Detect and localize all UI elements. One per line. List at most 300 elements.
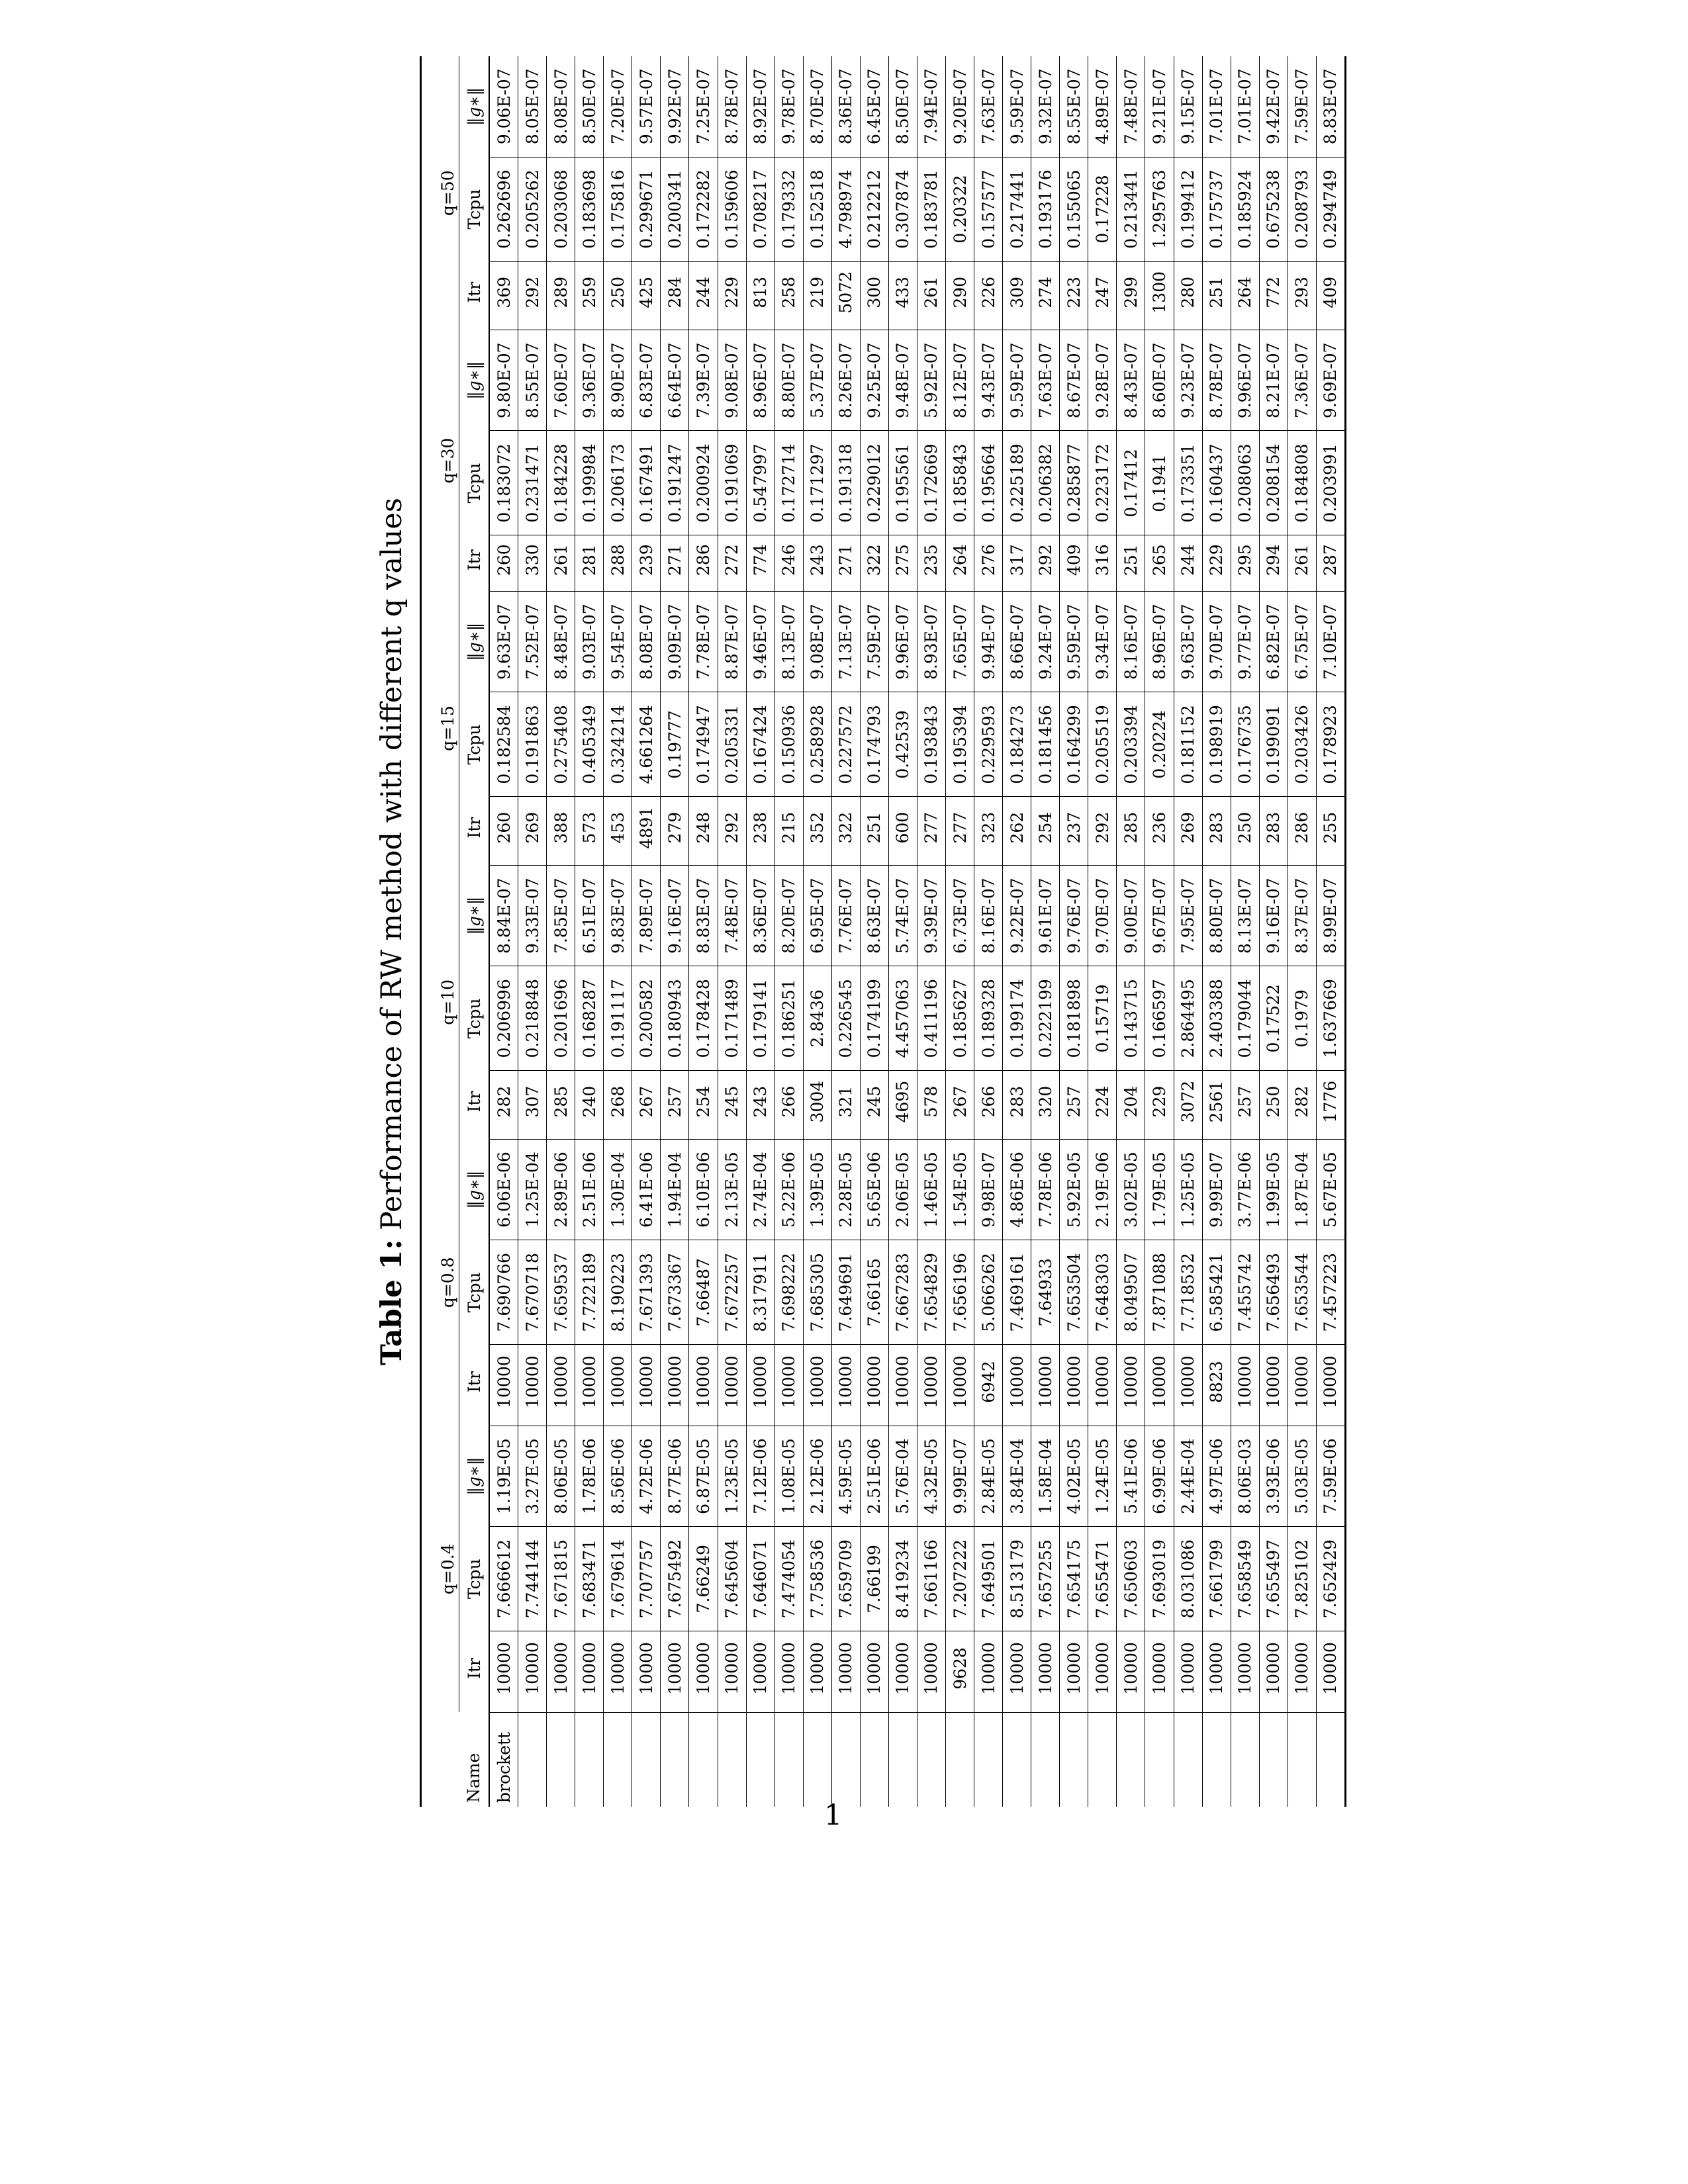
- table-cell: 5.65E-06: [860, 1139, 888, 1240]
- table-cell: 0.150936: [774, 692, 803, 797]
- table-cell: 267: [632, 1071, 661, 1139]
- table-cell: 285: [1117, 797, 1145, 865]
- table-cell: 9.16E-07: [661, 865, 689, 966]
- table-cell: 1.08E-05: [774, 1426, 803, 1526]
- table-cell: 2.12E-06: [803, 1426, 831, 1526]
- table-cell: 8.37E-07: [1288, 865, 1316, 966]
- table-cell: 8.92E-07: [746, 56, 774, 157]
- table-cell: 8.48E-07: [547, 591, 575, 692]
- table-cell: 4.661264: [632, 692, 661, 797]
- table-cell: 0.171297: [803, 431, 831, 535]
- table-cell: 8.80E-07: [774, 330, 803, 431]
- row-name: [1202, 1712, 1231, 1807]
- sub-header: ‖g∗‖: [459, 1139, 490, 1240]
- table-cell: 0.184808: [1288, 431, 1316, 535]
- row-name: [547, 1712, 575, 1807]
- table-cell: 0.1941: [1145, 431, 1174, 535]
- table-cell: 1.30E-04: [604, 1139, 632, 1240]
- table-cell: 9.48E-07: [888, 330, 917, 431]
- table-cell: 7.39E-07: [689, 330, 718, 431]
- table-cell: 0.174793: [860, 692, 888, 797]
- table-cell: 10000: [746, 1345, 774, 1426]
- table-cell: 7.707757: [632, 1527, 661, 1631]
- sub-header: Itr: [459, 1345, 490, 1426]
- table-cell: 0.191069: [718, 431, 746, 535]
- table-cell: 1.19E-05: [489, 1426, 518, 1526]
- table-cell: 7.690766: [489, 1240, 518, 1345]
- table-cell: 0.15719: [1088, 966, 1117, 1071]
- table-cell: 7.683471: [575, 1527, 604, 1631]
- sub-header: Tcpu: [459, 1527, 490, 1631]
- table-cell: 4.86E-06: [1003, 1139, 1031, 1240]
- table-row: [489, 56, 518, 1807]
- table-cell: 0.193843: [917, 692, 945, 797]
- table-cell: 10000: [888, 1345, 917, 1426]
- table-cell: 8.36E-07: [831, 56, 860, 157]
- table-cell: 10000: [604, 1345, 632, 1426]
- table-row: [604, 56, 632, 1807]
- row-name: [746, 1712, 774, 1807]
- table-cell: 7.758536: [803, 1527, 831, 1631]
- table-cell: 0.199174: [1003, 966, 1031, 1071]
- table-cell: 0.203394: [1117, 692, 1145, 797]
- sub-header: Tcpu: [459, 692, 490, 797]
- table-cell: 9.77E-07: [1231, 591, 1259, 692]
- table-cell: 215: [774, 797, 803, 865]
- table-cell: 0.186251: [774, 966, 803, 1071]
- table-cell: 289: [547, 261, 575, 330]
- table-cell: 0.195561: [888, 431, 917, 535]
- sub-header: Tcpu: [459, 157, 490, 261]
- table-cell: 6.99E-06: [1145, 1426, 1174, 1526]
- table-cell: 9.54E-07: [604, 591, 632, 692]
- table-cell: 320: [1031, 1071, 1060, 1139]
- table-row: [1288, 56, 1316, 1807]
- page-number: 1: [824, 1799, 843, 1832]
- table-cell: 772: [1259, 261, 1288, 330]
- table-cell: 7.89E-07: [632, 865, 661, 966]
- row-name: [1259, 1712, 1288, 1807]
- table-cell: 243: [746, 1071, 774, 1139]
- table-cell: 271: [661, 535, 689, 591]
- table-cell: 3.84E-04: [1003, 1426, 1031, 1526]
- table-cell: 409: [1060, 535, 1088, 591]
- table-cell: 0.199091: [1259, 692, 1288, 797]
- table-cell: 261: [917, 261, 945, 330]
- table-cell: 257: [1231, 1071, 1259, 1139]
- table-cell: 1.87E-04: [1288, 1139, 1316, 1240]
- table-cell: 4695: [888, 1071, 917, 1139]
- table-cell: 9.46E-07: [746, 591, 774, 692]
- table-cell: 246: [774, 535, 803, 591]
- table-cell: 10000: [946, 1345, 974, 1426]
- table-cell: 7.63E-07: [974, 56, 1003, 157]
- table-cell: 7.13E-07: [831, 591, 860, 692]
- table-row: [1202, 56, 1231, 1807]
- table-cell: 0.411196: [917, 966, 945, 1071]
- table-cell: 0.180943: [661, 966, 689, 1071]
- table-cell: 1.39E-05: [803, 1139, 831, 1240]
- table-cell: 10000: [1117, 1345, 1145, 1426]
- sub-header: Itr: [459, 1631, 490, 1712]
- table-cell: 8.56E-06: [604, 1426, 632, 1526]
- table-cell: 7.48E-07: [1117, 56, 1145, 157]
- table-cell: 269: [518, 797, 547, 865]
- table-cell: 250: [1231, 797, 1259, 865]
- sub-header: Itr: [459, 261, 490, 330]
- table-caption: [365, 56, 418, 1807]
- table-row: [831, 56, 860, 1807]
- table-cell: 0.205262: [518, 157, 547, 261]
- table-cell: 6.75E-07: [1288, 591, 1316, 692]
- table-cell: 10000: [860, 1631, 888, 1712]
- table-cell: 7.654829: [917, 1240, 945, 1345]
- table-cell: 10000: [661, 1631, 689, 1712]
- table-cell: 5072: [831, 261, 860, 330]
- table-cell: 7.645604: [718, 1527, 746, 1631]
- table-cell: 0.191863: [518, 692, 547, 797]
- table-cell: 0.218848: [518, 966, 547, 1071]
- sub-header: Tcpu: [459, 966, 490, 1071]
- table-cell: 0.222199: [1031, 966, 1060, 1071]
- row-name: [1174, 1712, 1202, 1807]
- table-cell: 6.95E-07: [803, 865, 831, 966]
- row-name: [1288, 1712, 1316, 1807]
- table-cell: 0.231471: [518, 431, 547, 535]
- row-name: [1060, 1712, 1088, 1807]
- table-cell: 0.324214: [604, 692, 632, 797]
- table-cell: 7.648303: [1088, 1240, 1117, 1345]
- table-cell: 9.96E-07: [888, 591, 917, 692]
- table-cell: 8.36E-07: [746, 865, 774, 966]
- row-name: brockett: [489, 1712, 518, 1807]
- table-cell: 10000: [1316, 1345, 1345, 1426]
- table-cell: 0.17522: [1259, 966, 1288, 1071]
- table-cell: 10000: [888, 1631, 917, 1712]
- table-cell: 8.190223: [604, 1240, 632, 1345]
- table-cell: 7.01E-07: [1231, 56, 1259, 157]
- table-cell: 9.67E-07: [1145, 865, 1174, 966]
- table-row: [1031, 56, 1060, 1807]
- table-cell: 10000: [774, 1631, 803, 1712]
- table-cell: 0.299671: [632, 157, 661, 261]
- table-row: [1145, 56, 1174, 1807]
- table-cell: 0.198919: [1202, 692, 1231, 797]
- table-cell: 0.174947: [689, 692, 718, 797]
- table-cell: 10000: [489, 1345, 518, 1426]
- header-sub-row: [459, 56, 490, 1807]
- table-cell: 9.21E-07: [1145, 56, 1174, 157]
- table-cell: 0.405349: [575, 692, 604, 797]
- table-cell: 7.63E-07: [1031, 330, 1060, 431]
- table-cell: 286: [1288, 797, 1316, 865]
- table-cell: 9.23E-07: [1174, 330, 1202, 431]
- table-cell: 7.474054: [774, 1527, 803, 1631]
- table-cell: 9.06E-07: [489, 56, 518, 157]
- table-cell: 5.066262: [974, 1240, 1003, 1345]
- table-row: [1174, 56, 1202, 1807]
- table-cell: 283: [1259, 797, 1288, 865]
- table-cell: 0.181456: [1031, 692, 1060, 797]
- table-cell: 7.658549: [1231, 1527, 1259, 1631]
- table-cell: 260: [489, 535, 518, 591]
- row-name: [946, 1712, 974, 1807]
- row-name: [831, 1712, 860, 1807]
- table-cell: 8.13E-07: [1231, 865, 1259, 966]
- table-cell: 10000: [774, 1345, 803, 1426]
- table-cell: 0.173351: [1174, 431, 1202, 535]
- row-name: [632, 1712, 661, 1807]
- table-cell: 10000: [604, 1631, 632, 1712]
- table-cell: 8.16E-07: [1117, 591, 1145, 692]
- rotated-table-block: [365, 56, 1352, 1807]
- table-cell: 0.152518: [803, 157, 831, 261]
- table-cell: 7.698222: [774, 1240, 803, 1345]
- table-cell: 10000: [831, 1631, 860, 1712]
- table-cell: 9628: [946, 1631, 974, 1712]
- table-cell: 0.262696: [489, 157, 518, 261]
- table-cell: 0.225189: [1003, 431, 1031, 535]
- table-cell: 0.42539: [888, 692, 917, 797]
- name-header: Name: [421, 1712, 490, 1807]
- table-row: [974, 56, 1003, 1807]
- table-cell: 321: [831, 1071, 860, 1139]
- table-cell: 8.78E-07: [1202, 330, 1231, 431]
- table-cell: 600: [888, 797, 917, 865]
- table-cell: 0.184273: [1003, 692, 1031, 797]
- table-cell: 272: [718, 535, 746, 591]
- table-cell: 10000: [518, 1345, 547, 1426]
- table-cell: 7.655497: [1259, 1527, 1288, 1631]
- table-cell: 7.78E-07: [689, 591, 718, 692]
- table-cell: 7.76E-07: [831, 865, 860, 966]
- table-cell: 4.02E-05: [1060, 1426, 1088, 1526]
- table-cell: 0.183781: [917, 157, 945, 261]
- table-cell: 262: [1003, 797, 1031, 865]
- table-cell: 264: [1231, 261, 1259, 330]
- table-cell: 9.43E-07: [974, 330, 1003, 431]
- table-cell: 0.226545: [831, 966, 860, 1071]
- row-name: [888, 1712, 917, 1807]
- table-cell: 9.63E-07: [1174, 591, 1202, 692]
- table-cell: 240: [575, 1071, 604, 1139]
- table-row: [689, 56, 718, 1807]
- table-cell: 3072: [1174, 1071, 1202, 1139]
- table-cell: 266: [774, 1071, 803, 1139]
- table-cell: 8.80E-07: [1202, 865, 1231, 966]
- table-cell: 286: [689, 535, 718, 591]
- table-cell: 0.185924: [1231, 157, 1259, 261]
- table-cell: 8.93E-07: [917, 591, 945, 692]
- row-name: [1316, 1712, 1345, 1807]
- table-cell: 0.199412: [1174, 157, 1202, 261]
- table-cell: 9.99E-07: [946, 1426, 974, 1526]
- table-cell: 0.178923: [1316, 692, 1345, 797]
- row-name: [718, 1712, 746, 1807]
- table-cell: 9.08E-07: [803, 591, 831, 692]
- table-cell: 309: [1003, 261, 1031, 330]
- table-cell: 4.32E-05: [917, 1426, 945, 1526]
- table-cell: 0.285877: [1060, 431, 1088, 535]
- table-cell: 8.50E-07: [575, 56, 604, 157]
- table-cell: 8.96E-07: [746, 330, 774, 431]
- table-cell: 425: [632, 261, 661, 330]
- table-cell: 5.92E-05: [1060, 1139, 1088, 1240]
- table-cell: 0.19777: [661, 692, 689, 797]
- table-row: [1003, 56, 1031, 1807]
- table-cell: 0.195394: [946, 692, 974, 797]
- table-cell: 8.049507: [1117, 1240, 1145, 1345]
- table-cell: 260: [489, 797, 518, 865]
- table-cell: 261: [1288, 535, 1316, 591]
- table-cell: 2561: [1202, 1071, 1231, 1139]
- table-cell: 0.208063: [1231, 431, 1259, 535]
- sub-header: ‖g∗‖: [459, 330, 490, 431]
- table-cell: 5.22E-06: [774, 1139, 803, 1240]
- table-cell: 229: [718, 261, 746, 330]
- table-cell: 10000: [1117, 1631, 1145, 1712]
- table-cell: 0.208154: [1259, 431, 1288, 535]
- table-cell: 9.22E-07: [1003, 865, 1031, 966]
- sub-header: Itr: [459, 797, 490, 865]
- results-table-wrapper: [420, 56, 1353, 1807]
- table-cell: 282: [1288, 1071, 1316, 1139]
- table-cell: 238: [746, 797, 774, 865]
- table-row: [547, 56, 575, 1807]
- table-cell: 7.667283: [888, 1240, 917, 1345]
- table-cell: 10000: [632, 1631, 661, 1712]
- table-cell: 7.65E-07: [946, 591, 974, 692]
- table-cell: 2.864495: [1174, 966, 1202, 1071]
- table-cell: 7.85E-07: [547, 865, 575, 966]
- table-cell: 0.191318: [831, 431, 860, 535]
- table-cell: 9.28E-07: [1088, 330, 1117, 431]
- table-body: [489, 56, 1346, 1807]
- table-cell: 0.203991: [1316, 431, 1345, 535]
- table-cell: 0.189328: [974, 966, 1003, 1071]
- table-cell: 0.166597: [1145, 966, 1174, 1071]
- table-cell: 1.24E-05: [1088, 1426, 1117, 1526]
- table-cell: 0.547997: [746, 431, 774, 535]
- table-cell: 10000: [1231, 1631, 1259, 1712]
- table-cell: 8.20E-07: [774, 865, 803, 966]
- table-cell: 7.59E-07: [1288, 56, 1316, 157]
- table-cell: 0.179332: [774, 157, 803, 261]
- table-cell: 7.672257: [718, 1240, 746, 1345]
- table-cell: 7.673367: [661, 1240, 689, 1345]
- table-cell: 0.159606: [718, 157, 746, 261]
- table-cell: 1.295763: [1145, 157, 1174, 261]
- table-cell: 8.16E-07: [974, 865, 1003, 966]
- group-header: q=30: [421, 330, 459, 592]
- table-row: [1117, 56, 1145, 1807]
- table-cell: 290: [946, 261, 974, 330]
- table-cell: 5.76E-04: [888, 1426, 917, 1526]
- table-cell: 7.693019: [1145, 1527, 1174, 1631]
- table-cell: 1776: [1316, 1071, 1345, 1139]
- row-name: [1003, 1712, 1031, 1807]
- table-cell: 10000: [860, 1345, 888, 1426]
- table-cell: 8.06E-03: [1231, 1426, 1259, 1526]
- table-cell: 10000: [1145, 1631, 1174, 1712]
- table-cell: 4.457063: [888, 966, 917, 1071]
- table-cell: 0.201696: [547, 966, 575, 1071]
- table-cell: 7.654175: [1060, 1527, 1088, 1631]
- table-cell: 10000: [718, 1345, 746, 1426]
- table-cell: 5.03E-05: [1288, 1426, 1316, 1526]
- table-cell: 7.652429: [1316, 1527, 1345, 1631]
- table-cell: 255: [1316, 797, 1345, 865]
- table-cell: 9.03E-07: [575, 591, 604, 692]
- table-cell: 8.99E-07: [1316, 865, 1345, 966]
- sub-header: Itr: [459, 535, 490, 591]
- table-cell: 0.172282: [689, 157, 718, 261]
- table-cell: 7.59E-07: [860, 591, 888, 692]
- table-cell: 245: [860, 1071, 888, 1139]
- table-cell: 7.95E-07: [1174, 865, 1202, 966]
- table-cell: 288: [604, 535, 632, 591]
- table-cell: 10000: [1202, 1631, 1231, 1712]
- table-cell: 0.185843: [946, 431, 974, 535]
- row-name: [575, 1712, 604, 1807]
- table-cell: 9.61E-07: [1031, 865, 1060, 966]
- table-cell: 774: [746, 535, 774, 591]
- table-cell: 8.21E-07: [1259, 330, 1288, 431]
- table-cell: 6.06E-06: [489, 1139, 518, 1240]
- table-cell: 280: [1174, 261, 1202, 330]
- table-cell: 10000: [689, 1345, 718, 1426]
- table-cell: 2.44E-04: [1174, 1426, 1202, 1526]
- table-cell: 257: [661, 1071, 689, 1139]
- table-cell: 7.659709: [831, 1527, 860, 1631]
- table-cell: 0.206382: [1031, 431, 1060, 535]
- table-cell: 0.17228: [1088, 157, 1117, 261]
- table-cell: 244: [689, 261, 718, 330]
- table-cell: 2.19E-06: [1088, 1139, 1117, 1240]
- table-cell: 9.70E-07: [1088, 865, 1117, 966]
- table-cell: 0.178428: [689, 966, 718, 1071]
- table-cell: 0.203426: [1288, 692, 1316, 797]
- table-cell: 10000: [489, 1631, 518, 1712]
- table-cell: 254: [689, 1071, 718, 1139]
- table-cell: 7.36E-07: [1288, 330, 1316, 431]
- table-cell: 8.84E-07: [489, 865, 518, 966]
- table-cell: 243: [803, 535, 831, 591]
- table-cell: 0.199984: [575, 431, 604, 535]
- table-cell: 0.171489: [718, 966, 746, 1071]
- table-cell: 4.59E-05: [831, 1426, 860, 1526]
- table-cell: 1.58E-04: [1031, 1426, 1060, 1526]
- table-cell: 7.64933: [1031, 1240, 1060, 1345]
- table-cell: 0.205519: [1088, 692, 1117, 797]
- table-cell: 254: [1031, 797, 1060, 865]
- table-cell: 4891: [632, 797, 661, 865]
- table-cell: 10000: [1003, 1631, 1031, 1712]
- table-cell: 8.66E-07: [1003, 591, 1031, 692]
- table-cell: 283: [1003, 1071, 1031, 1139]
- table-cell: 10000: [547, 1631, 575, 1712]
- table-cell: 8.513179: [1003, 1527, 1031, 1631]
- table-cell: 226: [974, 261, 1003, 330]
- table-cell: 7.656493: [1259, 1240, 1288, 1345]
- table-cell: 0.183698: [575, 157, 604, 261]
- table-cell: 330: [518, 535, 547, 591]
- table-cell: 265: [1145, 535, 1174, 591]
- table-cell: 0.195664: [974, 431, 1003, 535]
- table-cell: 7.661166: [917, 1527, 945, 1631]
- table-cell: 0.157577: [974, 157, 1003, 261]
- table-cell: 9.80E-07: [489, 330, 518, 431]
